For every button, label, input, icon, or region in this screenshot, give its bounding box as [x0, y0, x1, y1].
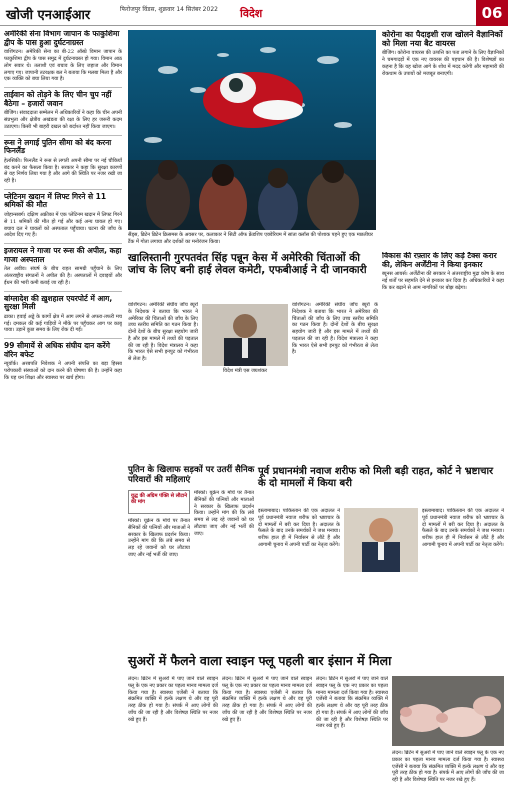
- story-body: जोहान्सबर्ग। दक्षिण अफ्रीका में एक प्लेटिनम खदान में लिफ्ट गिरने से 11 श्रमिकों की मौत हो गई और कई अन्य घायल हो गए। बचाव दल ने घायलों को अस्पताल पहुँचाया। घटना की जाँच के आदेश दिए गए हैं।: [4, 212, 122, 239]
- left-story-3: [4, 139, 122, 185]
- swine-flu-body-cont3: लंदन। ब्रिटेन में सुअरों में पाए जाने वाले स्वाइन फ्लू के एक नए प्रकार का पहला मानव मामला दर्ज किया गया है। स्वास्थ्य एजेंसी ने बताया कि संक्रमित व्यक्ति में हल्के लक्षण थे और वह पूरी तरह ठीक हो गया है। संपर्क में आए लोगों की जाँच की जा रही है और विशेषज्ञ स्थिति पर नजर रखे हुए हैं।: [392, 750, 504, 783]
- right-story-1: [382, 30, 504, 77]
- aquarium-santa-photo: [128, 30, 376, 230]
- jaishankar-caption: विदेश मंत्री एस जयशंकर: [223, 368, 267, 374]
- story-headline: विकास की रफ़्तार के लिए कड़े टैक्स करार की, लेकिन अर्जेंटीना ने किया इनकार: [382, 252, 497, 269]
- putin-body: मॉस्को। यूक्रेन के मोर्चे पर तैनात सैनिकों की पत्नियों और माताओं ने सरकार के खिलाफ प्रदर्शन किया। उन्होंने मांग की कि लंबे समय से लड़ रहे जवानों को घर लौटाया जाए और नई भर्ती की जाए।: [128, 518, 190, 558]
- story-headline: इजरायल ने गाजा पर रूस की अपील, कहा गाजा अस्पताल: [4, 246, 122, 264]
- putin-body-cont: मॉस्को। यूक्रेन के मोर्चे पर तैनात सैनिकों की पत्नियों और माताओं ने सरकार के खिलाफ प्रदर्शन किया। उन्होंने मांग की कि लंबे समय से लड़ रहे जवानों को घर लौटाया जाए और नई भर्ती की जाए।: [194, 490, 254, 537]
- swine-flu-body-cont: लंदन। ब्रिटेन में सुअरों में पाए जाने वाले स्वाइन फ्लू के एक नए प्रकार का पहला मानव मामला दर्ज किया गया है। स्वास्थ्य एजेंसी ने बताया कि संक्रमित व्यक्ति में हल्के लक्षण थे और वह पूरी तरह ठीक हो गया है। संपर्क में आए लोगों की जाँच की जा रही है और विशेषज्ञ स्थिति पर नजर रखे हुए हैं।: [222, 676, 312, 723]
- jaishankar-photo: [202, 304, 288, 366]
- left-story-5: [4, 247, 122, 287]
- divider: [4, 338, 122, 339]
- divider: [4, 135, 122, 136]
- divider: [4, 87, 122, 88]
- story-body: ढाका। हवाई अड्डे के कार्गो क्षेत्र में आग लगने से अफरा-तफरी मच गई। दमकल की कई गाड़ियों ने मौके पर पहुँचकर आग पर काबू पाया। उड़ानें कुछ समय के लिए रोक दी गईं।: [4, 313, 122, 334]
- story-headline: अमेरिकी सेना विभाग जापान के फाकुशिमा द्वीप के पास हुआ दुर्घटनाग्रस्त: [4, 30, 120, 47]
- story-headline: कोरोना का पैदाइशी राज खोलने वैज्ञानिकों को मिला नया बैट वायरस: [382, 30, 503, 49]
- photo-caption: सैंड्स, ब्रिटेन ब्रिटेन क्रिसमस के अवसर पर, कलाकार ने सिटी ऑफ फ्रेंडशिप एक्वेरियम में सांता क्लॉस की पोशाक पहने हुए एक मछलीघर टैंक में गोता लगाया और दर्शकों का मनोरंजन किया।: [128, 232, 373, 245]
- lead-headline: खालिस्तानी गुरपतवंत सिंह पन्नून केस में अमेरिकी चिंताओं की जांच के लिए बनी हाई लेवल कमेटी, एफबीआई ने दी जानकारी: [128, 252, 367, 277]
- story-headline: ताईवान को तोड़ने के लिए चीन चुप नहीं बैठेगा – हजारों जवान: [4, 90, 112, 108]
- swine-flu-body-cont2: लंदन। ब्रिटेन में सुअरों में पाए जाने वाले स्वाइन फ्लू के एक नए प्रकार का पहला मानव मामला दर्ज किया गया है। स्वास्थ्य एजेंसी ने बताया कि संक्रमित व्यक्ति में हल्के लक्षण थे और वह पूरी तरह ठीक हो गया है। संपर्क में आए लोगों की जाँच की जा रही है और विशेषज्ञ स्थिति पर नजर रखे हुए हैं।: [316, 676, 388, 730]
- lead-story-body-cont: वाशिंगटन। अमेरिकी संघीय जाँच ब्यूरो के निदेशक ने बताया कि भारत ने अमेरिका की चिंताओं की जाँच के लिए उच्च स्तरीय समिति का गठन किया है। दोनों देशों के बीच सुरक्षा सहयोग जारी है और इस मामले में तथ्यों की पड़ताल की जा रही है। विदेश मंत्रालय ने कहा कि भारत ऐसे सभी इनपुट को गंभीरता से लेता है।: [292, 302, 378, 356]
- divider: [4, 243, 122, 244]
- story-headline: रूस ने लगाई पुतिन सीमा को बंद करना फिनलैंड: [4, 137, 112, 156]
- right-story-2: [382, 252, 504, 292]
- story-body: तेल अवीव। संघर्ष के बीच राहत सामग्री पहुँचाने के लिए अंतरराष्ट्रीय संगठनों ने अपील की है। अस्पतालों में दवाइयों और ईंधन की भारी कमी बताई जा रही है।: [4, 266, 122, 286]
- person-illustration: [202, 304, 288, 366]
- left-story-6: [4, 295, 122, 335]
- putin-kicker-box: [128, 490, 190, 514]
- nawaz-body: इस्लामाबाद। पाकिस्तान की एक अदालत ने पूर्व प्रधानमंत्री नवाज शरीफ को भ्रष्टाचार के दो मामलों में बरी कर दिया है। अदालत के फैसले के बाद उनके समर्थकों ने जश्न मनाया। शरीफ हाल ही में निर्वासन से लौटे हैं और आगामी चुनाव में अपनी पार्टी का नेतृत्व करेंगे।: [258, 508, 340, 548]
- page-number: 06: [476, 0, 508, 26]
- putin-kicker: युद्ध की अग्रिम पंक्ति से लौटाने की मांग: [131, 493, 187, 505]
- swine-flu-body: लंदन। ब्रिटेन में सुअरों में पाए जाने वाले स्वाइन फ्लू के एक नए प्रकार का पहला मानव मामला दर्ज किया गया है। स्वास्थ्य एजेंसी ने बताया कि संक्रमित व्यक्ति में हल्के लक्षण थे और वह पूरी तरह ठीक हो गया है। संपर्क में आए लोगों की जाँच की जा रही है और विशेषज्ञ स्थिति पर नजर रखे हुए हैं।: [128, 676, 218, 723]
- left-story-2: [4, 91, 122, 131]
- right-news-column: [382, 30, 504, 280]
- putin-headline: पुतिन के खिलाफ सड़कों पर उतरीं सैनिक परिवारों की महिलाएं: [128, 465, 255, 485]
- divider: [4, 189, 122, 190]
- divider: [4, 291, 122, 292]
- pigs-photo: [392, 676, 504, 746]
- nawaz-body-cont: इस्लामाबाद। पाकिस्तान की एक अदालत ने पूर्व प्रधानमंत्री नवाज शरीफ को भ्रष्टाचार के दो मामलों में बरी कर दिया है। अदालत के फैसले के बाद उनके समर्थकों ने जश्न मनाया। शरीफ हाल ही में निर्वासन से लौटे हैं और आगामी चुनाव में अपनी पार्टी का नेतृत्व करेंगे।: [422, 508, 504, 548]
- masthead: [0, 0, 508, 26]
- swine-flu-headline: सुअरों में फैलने वाला स्वाइन फ्लू पहली बार इंसान में मिला: [128, 653, 392, 668]
- section-title: विदेश: [240, 7, 263, 20]
- nawaz-headline: पूर्व प्रधानमंत्री नवाज शरीफ को मिली बड़ी राहत, कोर्ट ने भ्रष्टाचार के दो मामलों में किया बरी: [258, 466, 494, 489]
- story-body: न्यूयॉर्क। अरबपति निवेशक ने अपनी संपत्ति का बड़ा हिस्सा परोपकारी संस्थाओं को दान करने की घोषणा की है। उन्होंने कहा कि यह धन शिक्षा और स्वास्थ्य पर खर्च होगा।: [4, 361, 122, 381]
- story-body: हेलसिंकी। फिनलैंड ने रूस से लगती अपनी सीमा पर नई चौकियाँ बंद करने का फैसला किया है। सरकार ने कहा कि सुरक्षा कारणों से यह निर्णय लिया गया है और आगे की स्थिति पर नजर रखी जा रही है।: [4, 157, 122, 184]
- person-illustration: [344, 508, 418, 572]
- left-news-column: [4, 30, 122, 796]
- story-body: बीजिंग। संवाददाता सम्मेलन में अधिकारियों ने कहा कि चीन अपनी संप्रभुता और क्षेत्रीय अखंडता की रक्षा के लिए हर जरूरी कदम उठाएगा। किसी भी बाहरी दखल को बर्दाश्त नहीं किया जाएगा।: [4, 110, 122, 130]
- left-story-4: [4, 193, 122, 239]
- story-headline: 99 सीमायें से अधिक संघीय दान करेंगे वॉरेन बफेट: [4, 341, 110, 359]
- newspaper-brand: खोजी एनआईआर: [6, 8, 91, 23]
- nawaz-sharif-photo: [344, 508, 418, 572]
- story-body: वाशिंगटन। अमेरिकी सेना का बी-22 ऑस्प्रे विमान जापान के फाकुशिमा द्वीप के पास समुद्र में दुर्घटनाग्रस्त हो गया। विमान आठ लोग सवार थे। तलाशी एवं बचाव के लिए जहाज और विमान लगाए गए। जापानी तटरक्षक बल ने बताया कि मलबा मिला है और एक व्यक्ति को बचा लिया गया है।: [4, 49, 122, 83]
- pigs-illustration: [392, 676, 504, 746]
- story-headline: प्लेटिनम खदान में लिफ्ट गिरने से 11 श्रमिकों की मौत: [4, 191, 107, 210]
- aquarium-illustration: [128, 30, 376, 230]
- right-story-2-box: [382, 252, 504, 452]
- story-headline: बांग्लादेश की ख़ुशहाल एयरपोर्ट में आग, सुरक्षा मिली: [4, 293, 113, 312]
- story-body: बीजिंग। कोरोना वायरस की उत्पत्ति का पता लगाने के लिए वैज्ञानिकों ने चमगादड़ों में एक नए वायरस की पहचान की है। विशेषज्ञों का कहना है कि यह खोज आगे के शोध में मदद करेगी और महामारी की रोकथाम के उपायों को मजबूत बनाएगी।: [382, 50, 504, 77]
- lead-story-body: वाशिंगटन। अमेरिकी संघीय जाँच ब्यूरो के निदेशक ने बताया कि भारत ने अमेरिका की चिंताओं की जाँच के लिए उच्च स्तरीय समिति का गठन किया है। दोनों देशों के बीच सुरक्षा सहयोग जारी है और इस मामले में तथ्यों की पड़ताल की जा रही है। विदेश मंत्रालय ने कहा कि भारत ऐसे सभी इनपुट को गंभीरता से लेता है।: [128, 302, 198, 362]
- left-story-7: [4, 342, 122, 382]
- left-story-1: [4, 30, 122, 83]
- dateline: फिरोजपुर विंडस, शुक्रवार 14 सितंबर 2022: [120, 6, 218, 13]
- story-body: ब्यूनस आयर्स। अर्जेंटीना की सरकार ने अंतरराष्ट्रीय मुद्रा कोष के साथ नई शर्तों पर सहमति देने से इनकार कर दिया है। अधिकारियों ने कहा कि कर बढ़ाने से आम नागरिकों पर बोझ बढ़ेगा।: [382, 271, 504, 291]
